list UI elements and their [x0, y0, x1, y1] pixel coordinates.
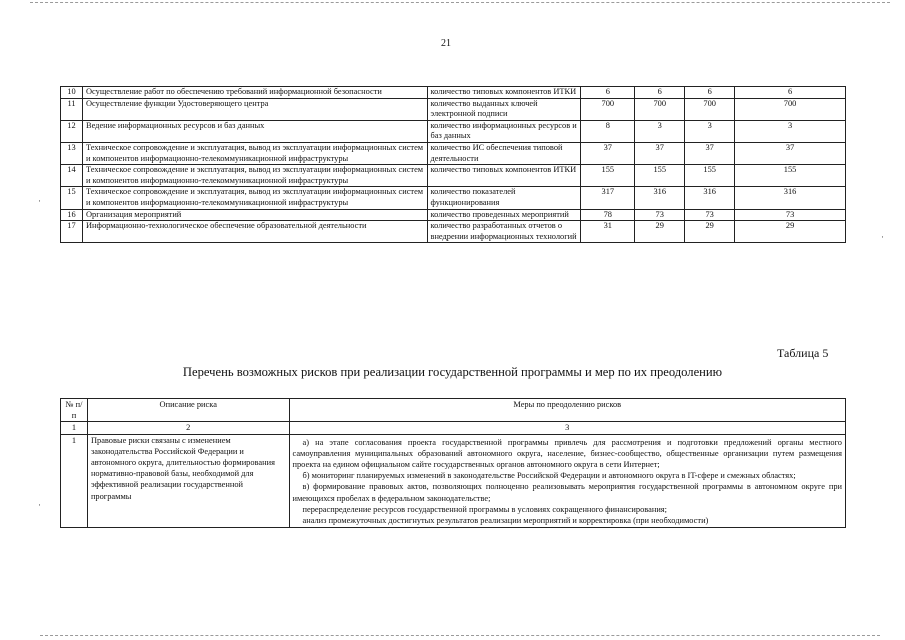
measure-item: в) формирование правовых актов, позволяющих полноценно реализовывать мероприятия государственной программы в автономном округе при имеющихся пробелах в федеральном законодательстве;	[292, 482, 842, 503]
indicator-value: 31	[581, 221, 635, 243]
scan-edge-bottom	[40, 635, 880, 636]
indicator-unit: количество информационных ресурсов и баз данных	[427, 120, 581, 142]
indicator-value: 6	[635, 87, 685, 99]
indicator-value: 700	[685, 98, 735, 120]
indicator-row	[61, 221, 846, 243]
indicator-value: 3	[635, 120, 685, 142]
indicator-value: 37	[635, 142, 685, 164]
indicator-value: 700	[635, 98, 685, 120]
indicator-unit: количество разработанных отчетов о внедрении информационных технологий	[427, 221, 581, 243]
scan-speck: ·	[881, 232, 884, 242]
risk-number: 1	[61, 434, 88, 528]
row-number: 16	[61, 209, 83, 221]
indicator-unit: количество типовых компонентов ИТКИ	[427, 87, 581, 99]
indicator-value: 155	[685, 165, 735, 187]
risk-row	[61, 434, 846, 528]
indicator-activity-name: Техническое сопровождение и эксплуатация, вывод из эксплуатации информационных систем и компонентов информационно-телекоммуникационной инфраструктуры	[82, 142, 427, 164]
indicator-value: 6	[685, 87, 735, 99]
indicator-unit: количество типовых компонентов ИТКИ	[427, 165, 581, 187]
indicator-value: 3	[735, 120, 846, 142]
indicator-row	[61, 98, 846, 120]
indicator-value: 37	[735, 142, 846, 164]
row-number: 11	[61, 98, 83, 120]
indicator-value: 155	[635, 165, 685, 187]
indicator-activity-name: Техническое сопровождение и эксплуатация, вывод из эксплуатации информационных систем и компонентов информационно-телекоммуникационной инфраструктуры	[82, 165, 427, 187]
risks-table	[60, 398, 846, 528]
indicator-value: 700	[735, 98, 846, 120]
indicator-value: 29	[735, 221, 846, 243]
col-num-header: № п/п	[61, 399, 88, 422]
indicator-value: 8	[581, 120, 635, 142]
indicator-activity-name: Информационно-технологическое обеспечение образовательной деятельности	[82, 221, 427, 243]
indicator-row	[61, 87, 846, 99]
risk-description: Правовые риски связаны с изменением законодательства Российской Федерации и автономного округа, длительностью формирования нормативно-правовой базы, необходимой для эффективной реализации государственной программы	[87, 434, 289, 528]
measure-item: а) на этапе согласования проекта государственной программы привлечь для рассмотрения и подготовки предложений органы местного самоуправления муниципальных образований автономного округа, население, бизнес-сообщество, общественные организации путем размещения проекта на едином официальном сайте государственных органов автономного округа в сети Интернет;	[292, 437, 842, 470]
indicator-activity-name: Осуществление работ по обеспечению требований информационной безопасности	[82, 87, 427, 99]
row-number: 13	[61, 142, 83, 164]
indicator-value: 317	[581, 187, 635, 209]
row-number: 17	[61, 221, 83, 243]
indicator-value: 73	[735, 209, 846, 221]
indicator-value: 6	[735, 87, 846, 99]
col-description-header: Описание риска	[87, 399, 289, 422]
row-number: 14	[61, 165, 83, 187]
indicator-unit: количество показателей функционирования	[427, 187, 581, 209]
indicators-table-body	[61, 87, 846, 243]
scan-speck: ·	[38, 500, 41, 510]
risk-measures	[289, 434, 845, 528]
indicator-activity-name: Техническое сопровождение и эксплуатация, вывод из эксплуатации информационных систем и компонентов информационно-телекоммуникационной инфраструктуры	[82, 187, 427, 209]
indicator-row	[61, 187, 846, 209]
indicator-value: 29	[635, 221, 685, 243]
table-heading: Перечень возможных рисков при реализации государственной программы и мер по их преодолению	[182, 365, 723, 379]
table-caption: Таблица 5	[777, 346, 829, 360]
indicator-row	[61, 120, 846, 142]
indicator-value: 78	[581, 209, 635, 221]
measure-item: анализ промежуточных достигнутых результатов реализации мероприятий и корректировка (при необходимости)	[302, 516, 709, 526]
indicator-unit: количество выданных ключей электронной подписи	[427, 98, 581, 120]
risks-header-row	[61, 399, 846, 422]
indicator-value: 155	[735, 165, 846, 187]
indicator-value: 37	[581, 142, 635, 164]
measure-item: перераспределение ресурсов государственной программы в условиях сокращенного финансирования;	[302, 504, 667, 514]
scan-edge-top	[30, 2, 890, 3]
indicator-activity-name: Осуществление функции Удостоверяющего центра	[82, 98, 427, 120]
indicator-row	[61, 142, 846, 164]
indicator-value: 73	[685, 209, 735, 221]
indicator-value: 316	[735, 187, 846, 209]
measure-item: б) мониторинг планируемых изменений в законодательстве Российской Федерации и автономного округа в IT-сфере и смежных областях;	[302, 471, 796, 481]
indicator-activity-name: Организация мероприятий	[82, 209, 427, 221]
indicator-value: 316	[635, 187, 685, 209]
numbering-cell: 1	[61, 422, 88, 434]
numbering-cell: 2	[87, 422, 289, 434]
row-number: 12	[61, 120, 83, 142]
indicator-value: 37	[685, 142, 735, 164]
row-number: 15	[61, 187, 83, 209]
page-number: 21	[441, 38, 451, 49]
indicator-value: 700	[581, 98, 635, 120]
indicators-table	[60, 86, 846, 243]
indicator-value: 29	[685, 221, 735, 243]
numbering-cell: 3	[289, 422, 845, 434]
indicator-value: 6	[581, 87, 635, 99]
row-number: 10	[61, 87, 83, 99]
col-measures-header: Меры по преодолению рисков	[289, 399, 845, 422]
indicator-activity-name: Ведение информационных ресурсов и баз данных	[82, 120, 427, 142]
indicator-unit: количество ИС обеспечения типовой деятельности	[427, 142, 581, 164]
indicator-unit: количество проведенных мероприятий	[427, 209, 581, 221]
indicator-row	[61, 209, 846, 221]
indicator-row	[61, 165, 846, 187]
scan-speck: ·	[38, 196, 41, 206]
indicator-value: 73	[635, 209, 685, 221]
indicator-value: 3	[685, 120, 735, 142]
risks-numbering-row	[61, 422, 846, 434]
indicator-value: 155	[581, 165, 635, 187]
indicator-value: 316	[685, 187, 735, 209]
